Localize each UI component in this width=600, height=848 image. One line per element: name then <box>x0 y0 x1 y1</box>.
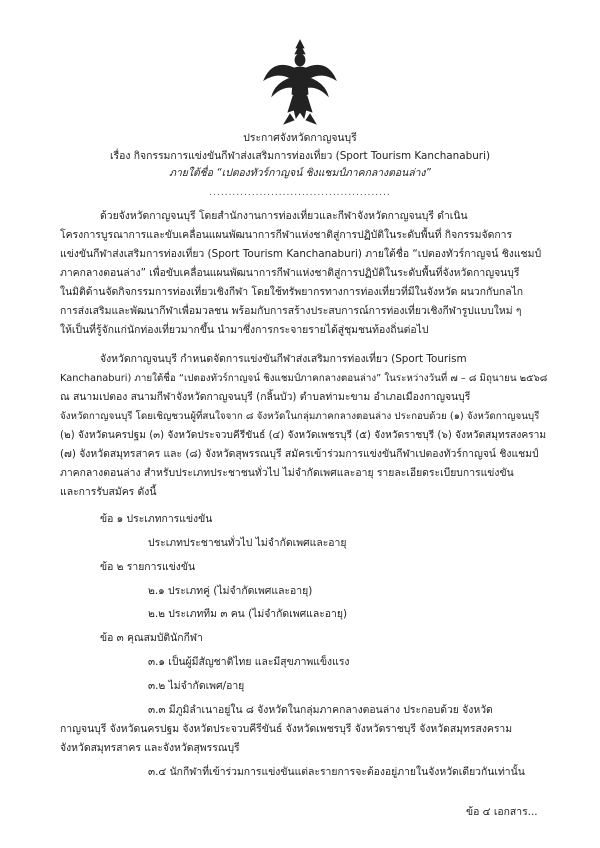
clause-2-1: ๒.๑ ประเภทคู่ (ไม่จำกัดเพศและอายุ) <box>148 585 313 597</box>
document-subject: เรื่อง กิจกรรมการแข่งขันกีฬาส่งเสริมการท่องเที่ยว (Sport Tourism Kanchanaburi) <box>109 150 491 162</box>
event-name: ภายใต้ชื่อ “เปตองทัวร์กาญจน์ ชิงแชมป์ภาคกลางตอนล่าง” <box>169 167 431 179</box>
clause-3-4: ๓.๔ นักกีฬาที่เข้าร่วมการแข่งขันแต่ละรายการจะต้องอยู่ภายในจังหวัดเดียวกันเท่านั้น <box>148 766 525 778</box>
para2-line: (๗) จังหวัดสมุทรสาคร และ (๘) จังหวัดสุพรรณบุรี สมัครเข้าร่วมการแข่งขันกีฬาเปตองทัวร์กาญจน์ ชิงแชมป์ <box>60 448 539 460</box>
clause-2-title: ข้อ ๒ รายการแข่งขัน <box>100 561 196 573</box>
para1-line: ภาคกลางตอนล่าง” เพื่อขับเคลื่อนแผนพัฒนาการกีฬาแห่งชาติสู่การปฏิบัติในระดับพื้นที่จังหวัดกาญจนบุรี <box>60 267 520 279</box>
para2-line: ภาคกลางตอนล่าง สำหรับประเภทประชาชนทั่วไป ไม่จำกัดเพศและอายุ รายละเอียดระเบียบการแข่งขัน <box>60 467 514 479</box>
clause-3-1: ๓.๑ เป็นผู้มีสัญชาติไทย และมีสุขภาพแข็งแรง <box>148 656 350 668</box>
clause-1-text: ประเภทประชาชนทั่วไป ไม่จำกัดเพศและอายุ <box>148 537 347 549</box>
clause-3-3-line: ๓.๓ มีภูมิลำเนาอยู่ใน ๘ จังหวัดในกลุ่มภาคกลางตอนล่าง ประกอบด้วย จังหวัด <box>148 704 493 716</box>
clause-3-title: ข้อ ๓ คุณสมบัตินักกีฬา <box>100 632 203 644</box>
garuda-emblem-icon <box>260 36 340 126</box>
para2-line: (๒) จังหวัดนครปฐม (๓) จังหวัดประจวบคีรีขันธ์ (๔) จังหวัดเพชรบุรี (๕) จังหวัดราชบุรี (๖) จังหวัดสมุทรสงคราม <box>60 430 547 441</box>
para1-line: แข่งขันกีฬาส่งเสริมการท่องเที่ยว (Sport Tourism Kanchanaburi) ภายใต้ชื่อ “เปตองทัวร์กาญจน์ ชิงแชมป์ <box>60 248 542 260</box>
clause-3-3-line: กาญจนบุรี จังหวัดนครปฐม จังหวัดประจวบคีรีขันธ์ จังหวัดเพชรบุรี จังหวัดราชบุรี จังหวัดสมุทรสงคราม <box>60 723 513 735</box>
document-title: ประกาศจังหวัดกาญจนบุรี <box>243 132 357 144</box>
para2-line: จังหวัดกาญจนบุรี โดยเชิญชวนผู้ที่สนใจจาก ๘ จังหวัดในกลุ่มภาคกลางตอนล่าง ประกอบด้วย (๑) จังหวัดกาญจนบุรี <box>60 411 540 422</box>
para1-line: โครงการบูรณาการและขับเคลื่อนแผนพัฒนาการกีฬาแห่งชาติสู่การปฏิบัติในระดับพื้นที่ กิจกรรมจัดการ <box>60 229 513 241</box>
clause-2-2: ๒.๒ ประเภททีม ๓ คน (ไม่จำกัดเพศและอายุ) <box>148 608 348 620</box>
clause-3-2: ๓.๒ ไม่จำกัดเพศ/อายุ <box>148 680 245 692</box>
separator-dots: ............................................... <box>209 188 391 198</box>
para2-line: ณ สนามเปตอง สนามกีฬาจังหวัดกาญจนบุรี (กลิ้นบัว) ตำบลท่ามะขาม อำเภอเมืองกาญจนบุรี <box>60 391 471 403</box>
para2-line: และการรับสมัคร ดังนี้ <box>60 486 157 498</box>
para1-line: ด้วยจังหวัดกาญจนบุรี โดยสำนักงานการท่องเที่ยวและกีฬาจังหวัดกาญจนบุรี ดำเนิน <box>100 210 468 222</box>
para2-line: Kanchanaburi) ภายใต้ชื่อ “เปตองทัวร์กาญจน์ ชิงแชมป์ภาคกลางตอนล่าง” ในระหว่างวันที่ ๗ – ๘ มิถุนายน ๒๕๖๘ <box>60 373 548 384</box>
continuation-note: ข้อ ๔ เอกสาร... <box>466 806 538 818</box>
para1-line: ให้เป็นที่รู้จักแก่นักท่องเที่ยวมากขึ้น นำมาซึ่งการกระจายรายได้สู่ชุมชนท้องถิ่นต่อไป <box>60 324 429 336</box>
para1-line: ในมิติด้านจัดกิจกรรมการท่องเที่ยวเชิงกีฬา โดยใช้ทรัพยากรทางการท่องเที่ยวที่มีในจังหวัด ผนวกกับกลไก <box>60 286 524 298</box>
clause-1-title: ข้อ ๑ ประเภทการแข่งขัน <box>100 513 213 525</box>
para2-line: จังหวัดกาญจนบุรี กำหนดจัดการแข่งขันกีฬาส่งเสริมการท่องเที่ยว (Sport Tourism <box>100 353 467 365</box>
clause-3-3-line: จังหวัดสมุทรสาคร และจังหวัดสุพรรณบุรี <box>60 742 240 754</box>
para1-line: การส่งเสริมและพัฒนากีฬาเพื่อมวลชน พร้อมกับการสร้างประสบการณ์การท่องเที่ยวเชิงกีฬารูปแบบใหม่ ๆ <box>60 305 522 317</box>
